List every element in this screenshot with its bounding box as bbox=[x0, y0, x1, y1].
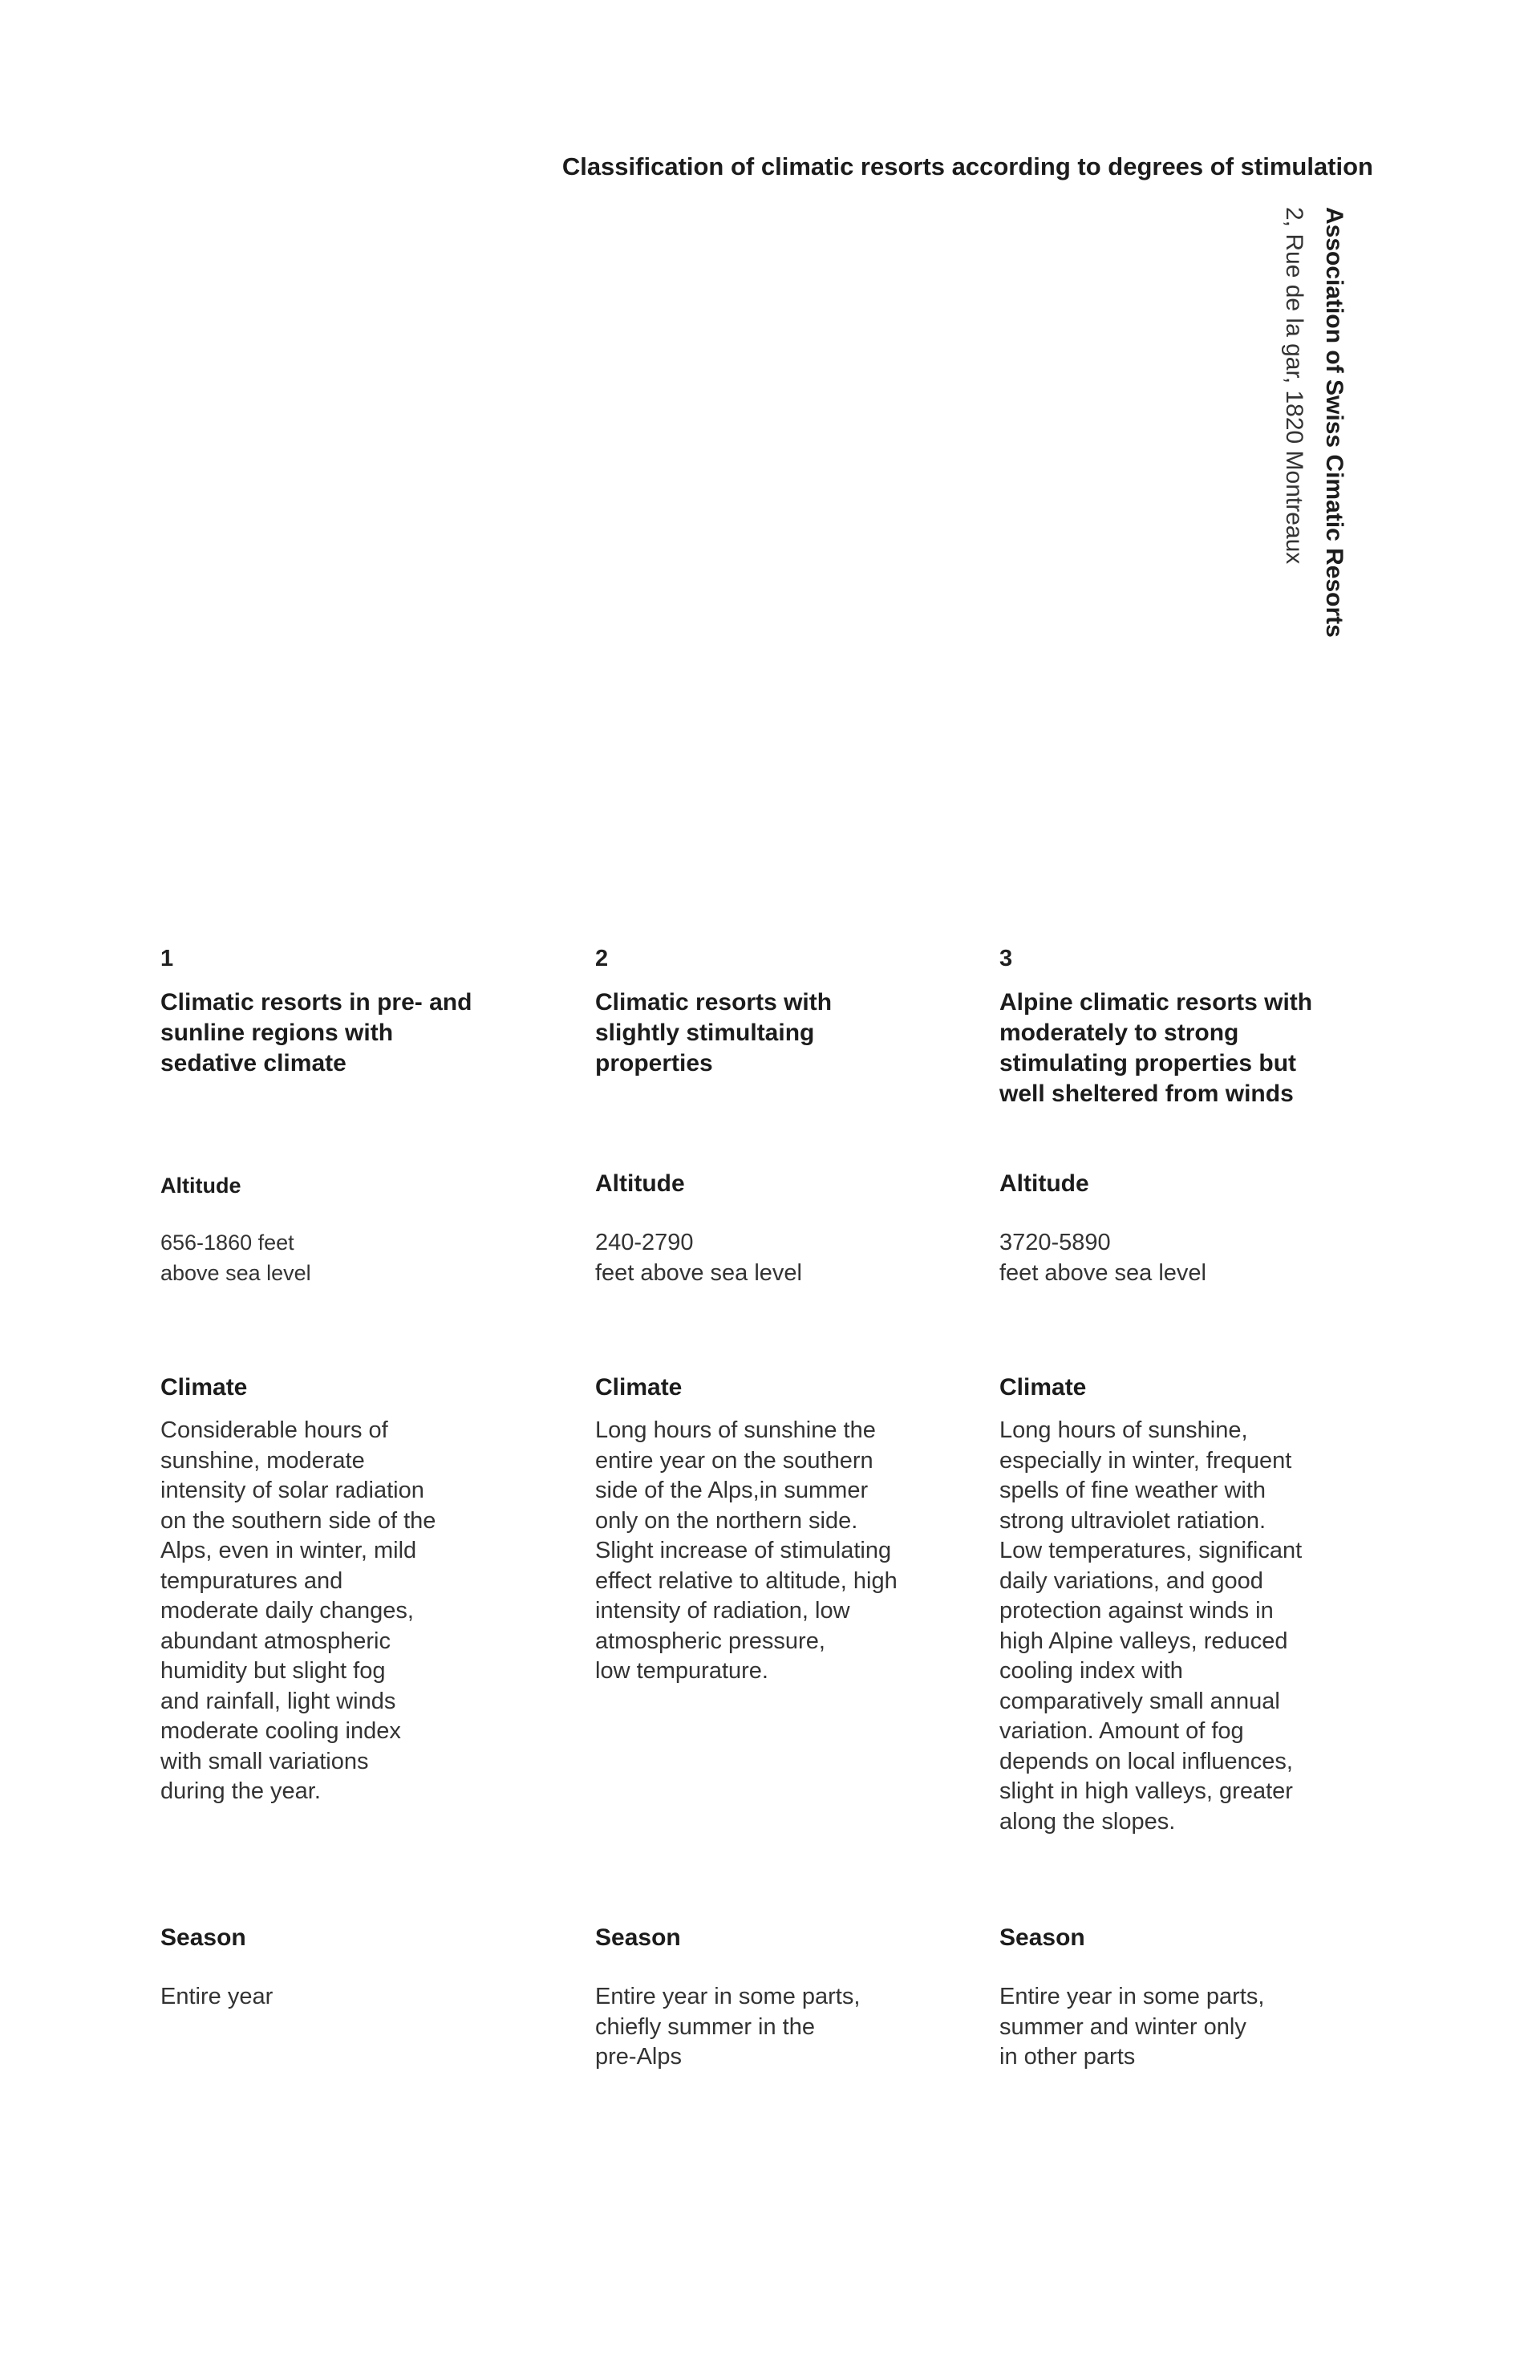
climate-label: Climate bbox=[160, 1374, 248, 1401]
season-value: Entire year in some parts, chiefly summer in the pre-Alps bbox=[595, 1984, 861, 2070]
association-block bbox=[1274, 207, 1354, 688]
season-value: Entire year bbox=[160, 1984, 274, 2009]
column-number: 2 bbox=[595, 946, 609, 971]
climate-description: Long hours of sunshine, especially in winter, frequent spells of fine weather with strong ultraviolet ratiation. Low temperatures, significant daily variations, and good protection against winds in high Alpine valleys, reduced cooling index with comparatively small annual variation. Amount of fog depends on local influences, slight in high valleys, greater along the slopes. bbox=[999, 1417, 1303, 1835]
altitude-label: Altitude bbox=[595, 1170, 685, 1197]
altitude-value: 656-1860 feet above sea level bbox=[160, 1231, 311, 1285]
altitude-value: 3720-5890 feet above sea level bbox=[999, 1230, 1206, 1286]
page-title: Classification of climatic resorts according to degrees of stimulation bbox=[561, 152, 1373, 180]
association-address: 2, Rue de la gar, 1820 Montreaux bbox=[1281, 207, 1307, 565]
climate-label: Climate bbox=[595, 1374, 683, 1401]
altitude-label: Altitude bbox=[160, 1174, 241, 1198]
column-number: 1 bbox=[160, 946, 174, 971]
season-label: Season bbox=[999, 1924, 1085, 1951]
climate-description: Considerable hours of sunshine, moderate intensity of solar radiation on the southern side of the Alps, even in winter, mild tempuratures and moderate daily changes, abundant atmospheric humidity but slight fog and rainfall, light winds moderate cooling index with small variations during the year. bbox=[160, 1417, 436, 1804]
altitude-label: Altitude bbox=[999, 1170, 1089, 1197]
column-number: 3 bbox=[999, 946, 1013, 971]
climate-description: Long hours of sunshine the entire year on the southern side of the Alps,in summer only on the northern side. Slight increase of stimulating effect relative to altitude, high intensity of radiation, low atmospheric pressure, low tempurature. bbox=[595, 1417, 898, 1684]
season-label: Season bbox=[595, 1924, 681, 1951]
season-value: Entire year in some parts, summer and winter only in other parts bbox=[999, 1984, 1265, 2070]
column-heading: Climatic resorts with slightly stimultaing properties bbox=[595, 989, 833, 1076]
column-heading: Alpine climatic resorts with moderately to strong stimulating properties but well sheltered from winds bbox=[999, 989, 1313, 1107]
season-label: Season bbox=[160, 1924, 246, 1951]
altitude-value: 240-2790 feet above sea level bbox=[595, 1230, 802, 1286]
column-heading: Climatic resorts in pre- and sunline regions with sedative climate bbox=[160, 989, 472, 1076]
climate-label: Climate bbox=[999, 1374, 1087, 1401]
association-name: Association of Swiss Cimatic Resorts bbox=[1321, 207, 1348, 638]
